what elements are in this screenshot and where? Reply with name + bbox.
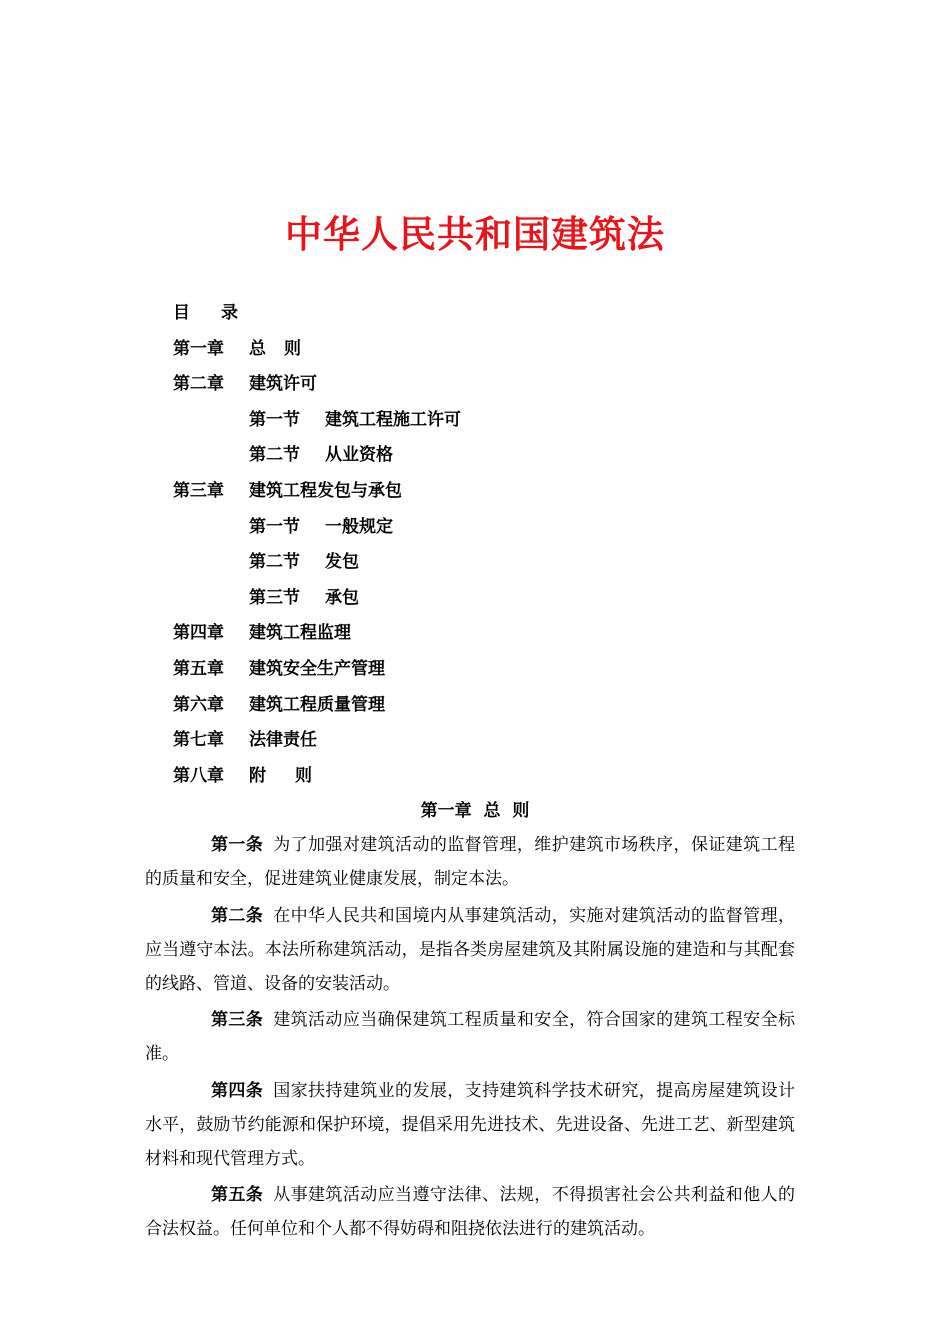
- toc-item-number: 第二节: [249, 445, 300, 466]
- article-number: 第四条: [211, 1080, 264, 1101]
- article-number: 第三条: [211, 1010, 264, 1030]
- toc-item-title: 总则: [249, 338, 319, 359]
- article-number: 第一条: [211, 835, 264, 855]
- toc-item-number: 第三章: [173, 480, 224, 501]
- article-4: [145, 1074, 795, 1176]
- toc-item-title: 建筑工程发包与承包: [249, 480, 402, 501]
- chapter-1-articles: [145, 828, 795, 1249]
- toc-item-number: 第三节: [249, 587, 300, 608]
- toc-item-section-2-1: [173, 403, 793, 439]
- article-number: 第五条: [211, 1185, 264, 1205]
- toc-item-section-3-3: [173, 581, 793, 617]
- toc-item-title: 建筑工程质量管理: [249, 694, 385, 715]
- toc-item-title: 法律责任: [249, 730, 317, 751]
- toc-item-chapter-2: [173, 367, 793, 403]
- article-text: 在中华人民共和国境内从事建筑活动，实施对建筑活动的监督管理，应当遵守本法。本法所称建筑活动，是指各类房屋建筑及其附属设施的建造和与其配套的线路、管道、设备的安装活动。: [145, 905, 795, 994]
- toc-item-number: 第五章: [173, 658, 224, 679]
- article-text: 从事建筑活动应当遵守法律、法规，不得损害社会公共利益和他人的合法权益。任何单位和个人都不得妨碍和阻挠依法进行的建筑活动。: [145, 1185, 795, 1239]
- article-text: 国家扶持建筑业的发展，支持建筑科学技术研究，提高房屋建筑设计水平，鼓励节约能源和保护环境，提倡采用先进技术、先进设备、先进工艺、新型建筑材料和现代管理方式。: [145, 1080, 795, 1169]
- toc-item-title: 建筑许可: [249, 374, 317, 395]
- toc-item-title: 建筑工程监理: [249, 623, 351, 644]
- chapter-heading: 第一章 总 则: [420, 801, 530, 821]
- toc-item-chapter-5: [173, 652, 793, 688]
- toc-item-number: 第一节: [249, 516, 300, 537]
- article-number: 第二条: [211, 905, 264, 926]
- toc-item-chapter-3: [173, 474, 793, 510]
- toc-item-number: 第二章: [173, 374, 224, 395]
- toc-item-number: 第七章: [173, 730, 224, 751]
- toc-item-number: 第八章: [173, 765, 224, 786]
- article-text: 为了加强对建筑活动的监督管理，维护建筑市场秩序，保证建筑工程的质量和安全，促进建筑业健康发展，制定本法。: [145, 835, 795, 889]
- table-of-contents: [173, 296, 793, 794]
- toc-item-title: 建筑安全生产管理: [249, 658, 385, 679]
- toc-item-title: 建筑工程施工许可: [325, 409, 461, 430]
- toc-item-number: 第四章: [173, 623, 224, 644]
- toc-item-chapter-7: [173, 723, 793, 759]
- toc-item-title: 附则: [249, 765, 341, 786]
- toc-item-number: 第一节: [249, 409, 300, 430]
- toc-heading: [173, 296, 793, 332]
- document-title: 中华人民共和国建筑法: [285, 212, 665, 256]
- toc-item-section-3-2: [173, 545, 793, 581]
- toc-item-title: 从业资格: [325, 445, 393, 466]
- article-3: [145, 1003, 795, 1071]
- toc-item-chapter-1: [173, 332, 793, 368]
- toc-item-section-3-1: [173, 510, 793, 546]
- article-1: [145, 828, 795, 896]
- toc-item-title: 承包: [325, 587, 359, 608]
- toc-item-chapter-8: [173, 759, 793, 795]
- article-2: [145, 899, 795, 1001]
- toc-heading-text: 目录: [173, 303, 269, 323]
- article-text: 建筑活动应当确保建筑工程质量和安全，符合国家的建筑工程安全标准。: [145, 1010, 795, 1064]
- toc-item-number: 第二节: [249, 552, 300, 573]
- toc-item-number: 第六章: [173, 694, 224, 715]
- toc-item-chapter-6: [173, 688, 793, 724]
- toc-item-number: 第一章: [173, 338, 224, 359]
- toc-item-title: 发包: [325, 552, 359, 573]
- toc-item-chapter-4: [173, 616, 793, 652]
- toc-item-title: 一般规定: [325, 516, 393, 537]
- toc-item-section-2-2: [173, 438, 793, 474]
- article-5: [145, 1178, 795, 1246]
